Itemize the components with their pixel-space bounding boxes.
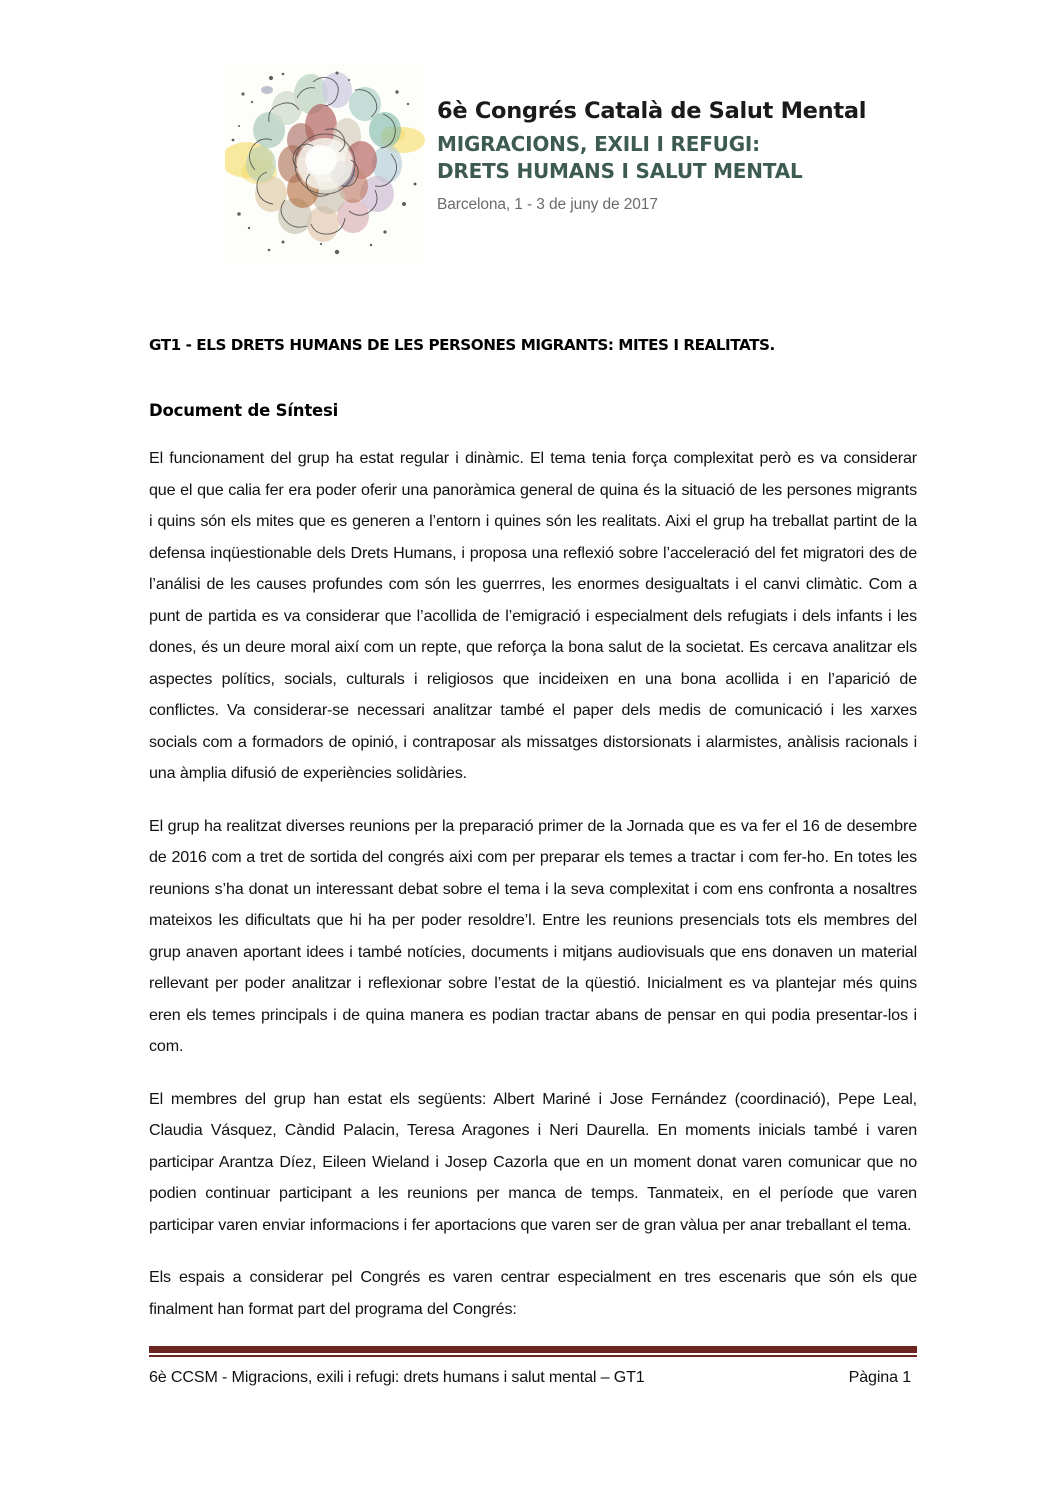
footer-row — [149, 1368, 917, 1387]
section-heading-sintesi: Document de Síntesi — [149, 401, 339, 420]
congress-header — [225, 64, 867, 274]
congress-theme-line-1: MIGRACIONS, EXILI I REFUGI: — [437, 131, 760, 156]
congress-date: Barcelona, 1 - 3 de juny de 2017 — [437, 195, 658, 213]
congress-theme-line-2: DRETS HUMANS I SALUT MENTAL — [437, 158, 803, 183]
congress-title: 6è Congrés Català de Salut Mental — [437, 98, 867, 124]
document-title: GT1 - ELS DRETS HUMANS DE LES PERSONES MIGRANTS: MITES I REALITATS. — [149, 336, 775, 354]
document-body — [149, 443, 917, 1325]
congress-theme — [437, 131, 866, 185]
congress-logo-text — [437, 64, 866, 214]
footer-document-label: 6è CCSM - Migracions, exili i refugi: drets humans i salut mental – GT1 — [149, 1368, 645, 1386]
body-paragraph: El funcionament del grup ha estat regular i dinàmic. El tema tenia força complexitat però es va considerar que el que calia fer era poder oferir una panoràmica general de quina és la situació de les persones migrants i quins són els mites que es generen a l’entorn i quines són les realitats. Aixi el grup ha treballat partint de la defensa inqüestionable dels Drets Humans, i proposa una reflexió sobre l’acceleració del fet migratori des de l’análisi de les causes profundes com són les guerrres, les enormes desigualtats i el canvi climàtic. Com a punt de partida es va considerar que l’acollida de l’emigració i especialment dels refugiats i dels infants i les dones, és un deure moral així com un repte, que reforça la bona salut de la societat. Es cercava analitzar els aspectes polítics, socials, culturals i religiosos que incideixen en una bona acollida i en l’aparició de conflictes. Va considerar-se necessari analitzar també el paper dels medis de comunicació i les xarxes socials com a formadors de opinió, i contraposar als missatges distorsionats i alarmistes, anàlisis racionals i una àmplia difusió de experiències solidàries. — [149, 449, 917, 782]
footer-rule-thick — [149, 1346, 917, 1353]
footer-rule-thin — [149, 1355, 917, 1357]
page-footer — [149, 1346, 917, 1387]
footer-page-number: Pàgina 1 — [848, 1368, 911, 1386]
body-paragraph: El membres del grup han estat els següents: Albert Mariné i Jose Fernández (coordinació), Pepe Leal, Claudia Vásquez, Càndid Palacin, Teresa Aragones i Neri Daurella. En moments inicials també i varen participar Arantza Díez, Eileen Wieland i Josep Cazorla que en un moment donat varen comunicar que no podien continuar participant a les reunions per manca de temps. Tanmateix, en el període que varen participar varen enviar informacions i fer aportacions que varen ser de gran vàlua per anar treballant el tema. — [149, 1089, 917, 1234]
body-paragraph: Els espais a considerar pel Congrés es varen centrar especialment en tres escenaris que són els que finalment han format part del programa del Congrés: — [149, 1268, 917, 1318]
body-paragraph: El grup ha realitzat diverses reunions per la preparació primer de la Jornada que es va fer el 16 de desembre de 2016 com a tret de sortida del congrés aixi com per preparar els temes a tractar i com fer-ho. En totes les reunions s’ha donat un interessant debat sobre el tema i la seva complexitat i com ens confronta a nosaltres mateixos les dificultats que hi ha per poder resoldre’l. Entre les reunions presencials tots els membres del grup anaven aportant idees i també notícies, documents i mitjans audiovisuals que ens donaven un material rellevant per poder analitzar i reflexionar sobre l’estat de la qüestió. Inicialment es va plantejar més quins eren els temes principals i de quina manera es podian tractar abans de pensar en qui podia presentar-los i com. — [149, 816, 917, 1055]
congress-logo-illustration-icon — [225, 64, 425, 264]
